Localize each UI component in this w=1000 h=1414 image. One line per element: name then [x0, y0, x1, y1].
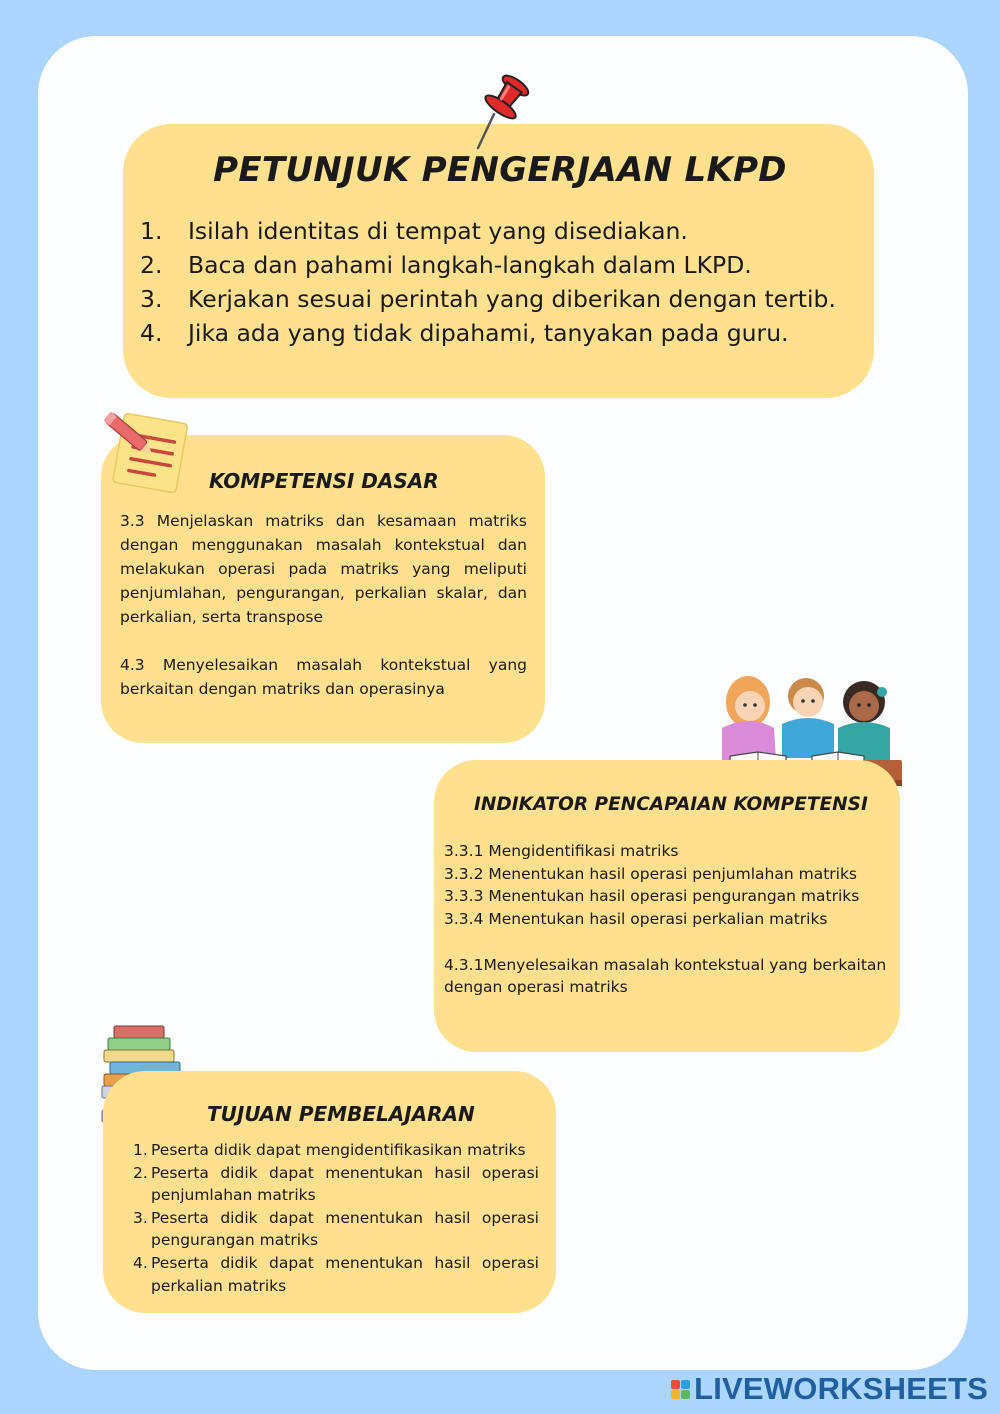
paragraph: 4.3 Menyelesaikan masalah kontekstual yang berkaitan dengan matriks dan operasinya: [120, 656, 527, 698]
spacer: [444, 931, 894, 954]
list-item: 3.3.2 Menentukan hasil operasi penjumlahan matriks: [444, 864, 857, 883]
list-item: 4. Peserta didik dapat menentukan hasil operasi perkalian matriks: [133, 1253, 539, 1295]
indikator-title: INDIKATOR PENCAPAIAN KOMPETENSI: [474, 794, 868, 815]
list-item: 1. Peserta didik dapat mengidentifikasikan matriks: [133, 1141, 526, 1159]
paragraph: 3.3 Menjelaskan matriks dan kesamaan matriks dengan menggunakan masalah kontekstual dan melakukan operasi pada matriks yang meliputi penjumlahan, pengurangan, perkalian skalar, dan perkalian, serta transpose: [120, 512, 527, 626]
memo-pencil-icon: [100, 404, 194, 496]
list-item: 2. Baca dan pahami langkah-langkah dalam LKPD.: [140, 251, 752, 279]
list-item: 4. Jika ada yang tidak dipahami, tanyakan pada guru.: [140, 319, 789, 347]
tujuan-list: [133, 1139, 539, 1297]
indikator-list: [444, 840, 894, 999]
tujuan-title: TUJUAN PEMBELAJARAN: [207, 1102, 475, 1126]
list-item: 3. Peserta didik dapat menentukan hasil operasi pengurangan matriks: [133, 1208, 539, 1250]
list-item: 3. Kerjakan sesuai perintah yang diberikan dengan tertib.: [140, 285, 836, 313]
list-item: 3.3.1 Mengidentifikasi matriks: [444, 842, 679, 860]
push-pin-icon: [466, 68, 536, 152]
kompetensi-dasar-title: KOMPETENSI DASAR: [209, 469, 439, 493]
kompetensi-dasar-text: [120, 509, 527, 701]
brand-name: LIVEWORKSHEETS: [694, 1371, 988, 1406]
page-title: PETUNJUK PENGERJAAN LKPD: [213, 150, 787, 190]
liveworksheets-brand[interactable]: [671, 1371, 988, 1407]
list-item: 3.3.4 Menentukan hasil operasi perkalian matriks: [444, 910, 828, 929]
list-item: 4.3.1Menyelesaikan masalah kontekstual yang berkaitan dengan operasi matriks: [444, 955, 887, 997]
instructions-list: [140, 214, 836, 350]
list-item: 1. Isilah identitas di tempat yang disediakan.: [140, 217, 688, 245]
list-item: 2. Peserta didik dapat menentukan hasil operasi penjumlahan matriks: [133, 1163, 539, 1205]
liveworksheets-logo-icon: [671, 1380, 690, 1399]
list-item: 3.3.3 Menentukan hasil operasi pengurangan matriks: [444, 887, 860, 906]
